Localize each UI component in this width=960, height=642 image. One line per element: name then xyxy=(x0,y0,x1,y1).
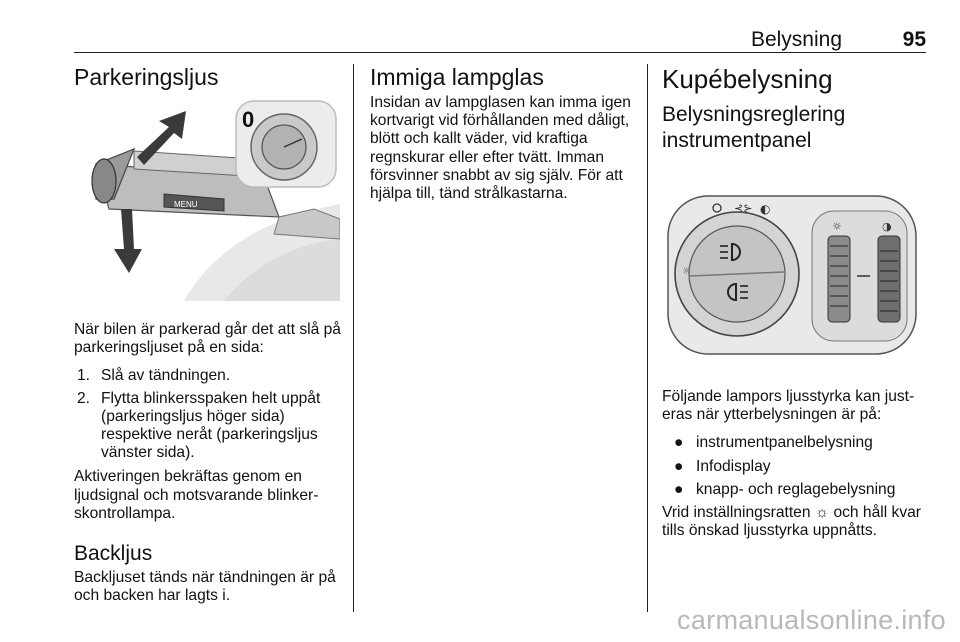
parkeringsljus-steps xyxy=(74,367,344,462)
header-rule xyxy=(74,52,926,53)
page-number: 95 xyxy=(902,28,926,51)
kupebelysning-outro: Vrid inställningsratten ☼ och håll kvar tills önskad ljusstyrka uppnåtts. xyxy=(662,504,922,540)
list-item: 2. Flytta blinkersspaken helt uppåt (parkeringsljus höger sida) respektive neråt (parkeringsljus vänster sida). xyxy=(77,389,321,462)
column-parkeringsljus-body xyxy=(74,321,344,605)
svg-text:◐: ◐ xyxy=(760,202,771,216)
column-parkeringsljus xyxy=(74,64,344,90)
column-divider xyxy=(647,64,648,612)
page-header xyxy=(74,28,926,50)
column-divider xyxy=(353,64,354,612)
list-item: ● Infodisplay xyxy=(674,457,771,475)
turn-signal-stalk-illustration xyxy=(74,99,340,301)
brightness-thumbwheel xyxy=(828,236,850,322)
headlight-range-thumbwheel xyxy=(878,236,900,322)
svg-text:☼: ☼ xyxy=(682,266,691,277)
column-kupebelysning-body xyxy=(662,388,926,540)
section-title: Belysning xyxy=(750,28,842,51)
kupebelysning-intro: Följande lampors ljusstyrka kan just-eras när ytterbelysningen är på: xyxy=(662,388,915,424)
watermark: carmanualsonline.info xyxy=(677,605,946,635)
heading-backljus: Backljus xyxy=(74,542,153,566)
light-switch-panel-illustration xyxy=(662,166,926,372)
lamp-list xyxy=(662,434,926,499)
list-item: 1. Slå av tändningen. xyxy=(77,367,231,385)
parking-light-position-icon xyxy=(734,202,752,215)
svg-text:☼: ☼ xyxy=(832,220,842,233)
menu-label: MENU xyxy=(174,200,198,209)
auto-light-icon xyxy=(682,266,691,277)
backljus-text: Backljuset tänds när tändningen är på och backen har lagts i. xyxy=(74,569,336,605)
headlight-position-icon xyxy=(760,202,770,216)
heading-belysningsreglering: Belysningsreglering instrumentpanel xyxy=(662,103,846,152)
immiga-lampglas-text: Insidan av lampglasen kan imma igen kortvarigt vid förhållanden med dåligt, blött och kallt väder, vid kraftiga regnskurar eller efter tvätt. Imman försvinner snabbt av sig själv. För att hjälpa till, tänd strålkastarna. xyxy=(370,94,631,203)
parkeringsljus-confirm: Aktiveringen bekräftas genom en ljudsignal och motsvarande blinker-skontrollampa. xyxy=(74,468,319,522)
list-item: ● knapp- och reglagebelysning xyxy=(674,480,896,498)
heading-parkeringsljus: Parkeringsljus xyxy=(74,64,219,90)
svg-text:⊰⊱: ⊰⊱ xyxy=(734,202,753,215)
svg-text:◑: ◑ xyxy=(882,220,892,233)
parkeringsljus-intro: När bilen är parkerad går det att slå på parkeringsljuset på en sida: xyxy=(74,321,341,357)
heading-kupebelysning: Kupébelysning xyxy=(662,64,833,94)
column-immiga-lampglas xyxy=(370,64,632,203)
list-item: ● instrumentpanelbelysning xyxy=(674,434,873,452)
headlight-range-icon xyxy=(882,220,892,233)
dial-zero-label: 0 xyxy=(242,107,255,132)
column-kupebelysning xyxy=(662,64,926,154)
heading-immiga-lampglas: Immiga lampglas xyxy=(370,64,544,90)
brightness-control-icon xyxy=(832,220,842,233)
